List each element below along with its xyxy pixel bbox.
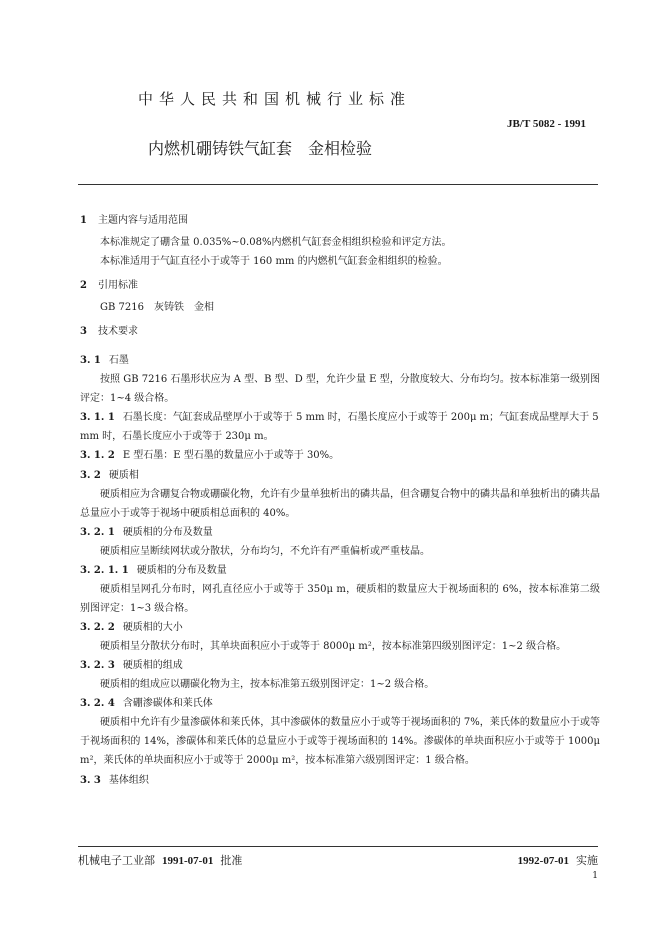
- section-3-2-1-1-heading: [80, 561, 600, 580]
- section-title: 基体组织: [108, 775, 149, 786]
- section-title: 硬质相的组成: [122, 660, 183, 671]
- header-divider: [78, 184, 598, 185]
- effective-date: 1992-07-01: [517, 855, 569, 867]
- section-number: 3: [80, 326, 87, 337]
- section-number: 3. 2. 4: [80, 698, 115, 709]
- approval-date: 1991-07-01: [162, 855, 214, 867]
- section-3-2-2-paragraph: 硬质相呈分散状分布时，其单块面积应小于或等于 8000μ m²，按本标准第四级别图评定：1~2 级合格。: [100, 641, 567, 652]
- section-3-3-heading: [80, 771, 600, 790]
- effective-label: 实施: [576, 854, 598, 867]
- section-3-2-3-paragraph: 硬质相的组成应以硼碳化物为主，按本标准第五级别图评定：1~2 级合格。: [100, 679, 435, 690]
- section-3-2-4-paragraph: 硬质相中允许有少量渗碳体和莱氏体，其中渗碳体的数量应小于或等于视场面积的 7%，莱氏体的数量应小于或等于视场面积的 14%，渗碳体和莱氏体的总量应小于或等于视场面积的 14%。渗碳体的单块面积应小于或等于 1000μ m²，莱氏体的单块面积应小于或等于 2000μ m²，按本标准第六级别图评定：1 级合格。: [80, 717, 600, 766]
- section-number: 3. 3: [80, 775, 101, 786]
- approval-label: 批准: [220, 854, 243, 867]
- issuing-organization: 中华人民共和国机械行业标准: [138, 90, 412, 108]
- section-2-heading: [80, 276, 600, 295]
- section-title: 硬质相的分布及数量: [122, 527, 213, 538]
- section-3-2-4-heading: [80, 694, 600, 713]
- section-3-2-1-heading: [80, 523, 600, 542]
- section-text: 石墨长度：气缸套成品壁厚小于或等于 5 mm 时，石墨长度应小于或等于 200μ m；气缸套成品壁厚大于 5 mm 时，石墨长度应小于或等于 230μ m。: [80, 412, 599, 442]
- section-3-2-1-paragraph: 硬质相应呈断续网状或分散状，分布均匀，不允许有严重偏析或严重枝晶。: [100, 546, 430, 557]
- section-title: 引用标准: [98, 280, 138, 291]
- section-title: 石墨: [108, 355, 129, 366]
- section-3-1-1: [80, 408, 600, 446]
- section-title: 技术要求: [98, 326, 138, 337]
- section-number: 2: [80, 280, 87, 291]
- section-title: 主题内容与适用范围: [98, 215, 188, 226]
- section-3-2-heading: [80, 466, 600, 485]
- section-number: 3. 1. 2: [80, 450, 115, 461]
- section-text: E 型石墨：E 型石墨的数量应小于或等于 30%。: [122, 450, 340, 461]
- section-1-heading: [80, 211, 600, 230]
- section-number: 3. 1: [80, 355, 101, 366]
- section-3-1-2: [80, 446, 600, 465]
- section-number: 3. 2. 3: [80, 660, 115, 671]
- section-3-1-paragraph: 按照 GB 7216 石墨形状应为 A 型、B 型、D 型，允许少量 E 型，分散度较大、分布均匀。按本标准第一级别图评定：1~4 级合格。: [80, 374, 600, 404]
- approving-authority: 机械电子工业部: [78, 854, 155, 867]
- referenced-standard: GB 7216 灰铸铁 金相: [100, 302, 214, 313]
- section-3-heading: [80, 322, 600, 341]
- section-3-2-1-1-paragraph: 硬质相呈网孔分布时，网孔直径应小于或等于 350μ m，硬质相的数量应大于视场面积的 6%，按本标准第二级别图评定：1~3 级合格。: [80, 584, 600, 614]
- section-title: 硬质相的大小: [122, 622, 183, 633]
- document-number: JB/T 5082 - 1991: [507, 118, 586, 130]
- section-number: 3. 2. 2: [80, 622, 115, 633]
- section-number: 3. 2. 1. 1: [80, 565, 129, 576]
- effective-info: [518, 852, 598, 868]
- section-number: 3. 1. 1: [80, 412, 115, 423]
- section-3-2-2-heading: [80, 618, 600, 637]
- section-1-paragraph-2: 本标准适用于气缸直径小于或等于 160 mm 的内燃机气缸套金相组织的检验。: [100, 256, 448, 267]
- page-number: 1: [592, 871, 598, 881]
- approval-info: [78, 852, 242, 868]
- section-3-1-heading: [80, 351, 600, 370]
- document-title: 内燃机硼铸铁气缸套 金相检验: [148, 139, 373, 158]
- section-number: 3. 2. 1: [80, 527, 115, 538]
- section-3-2-paragraph: 硬质相应为含硼复合物或硼碳化物，允许有少量单独析出的磷共晶，但含硼复合物中的磷共晶和单独析出的磷共晶总量应小于或等于视场中硬质相总面积的 40%。: [80, 489, 600, 519]
- section-title: 硬质相的分布及数量: [136, 565, 227, 576]
- footer-divider: [78, 846, 598, 847]
- section-title: 硬质相: [108, 470, 139, 481]
- section-1-paragraph-1: 本标准规定了硼含量 0.035%~0.08%内燃机气缸套金相组织检验和评定方法。: [100, 237, 452, 248]
- section-title: 含硼渗碳体和莱氏体: [122, 698, 213, 709]
- section-number: 3. 2: [80, 470, 101, 481]
- document-body: [80, 206, 600, 790]
- section-number: 1: [80, 215, 87, 226]
- section-3-2-3-heading: [80, 656, 600, 675]
